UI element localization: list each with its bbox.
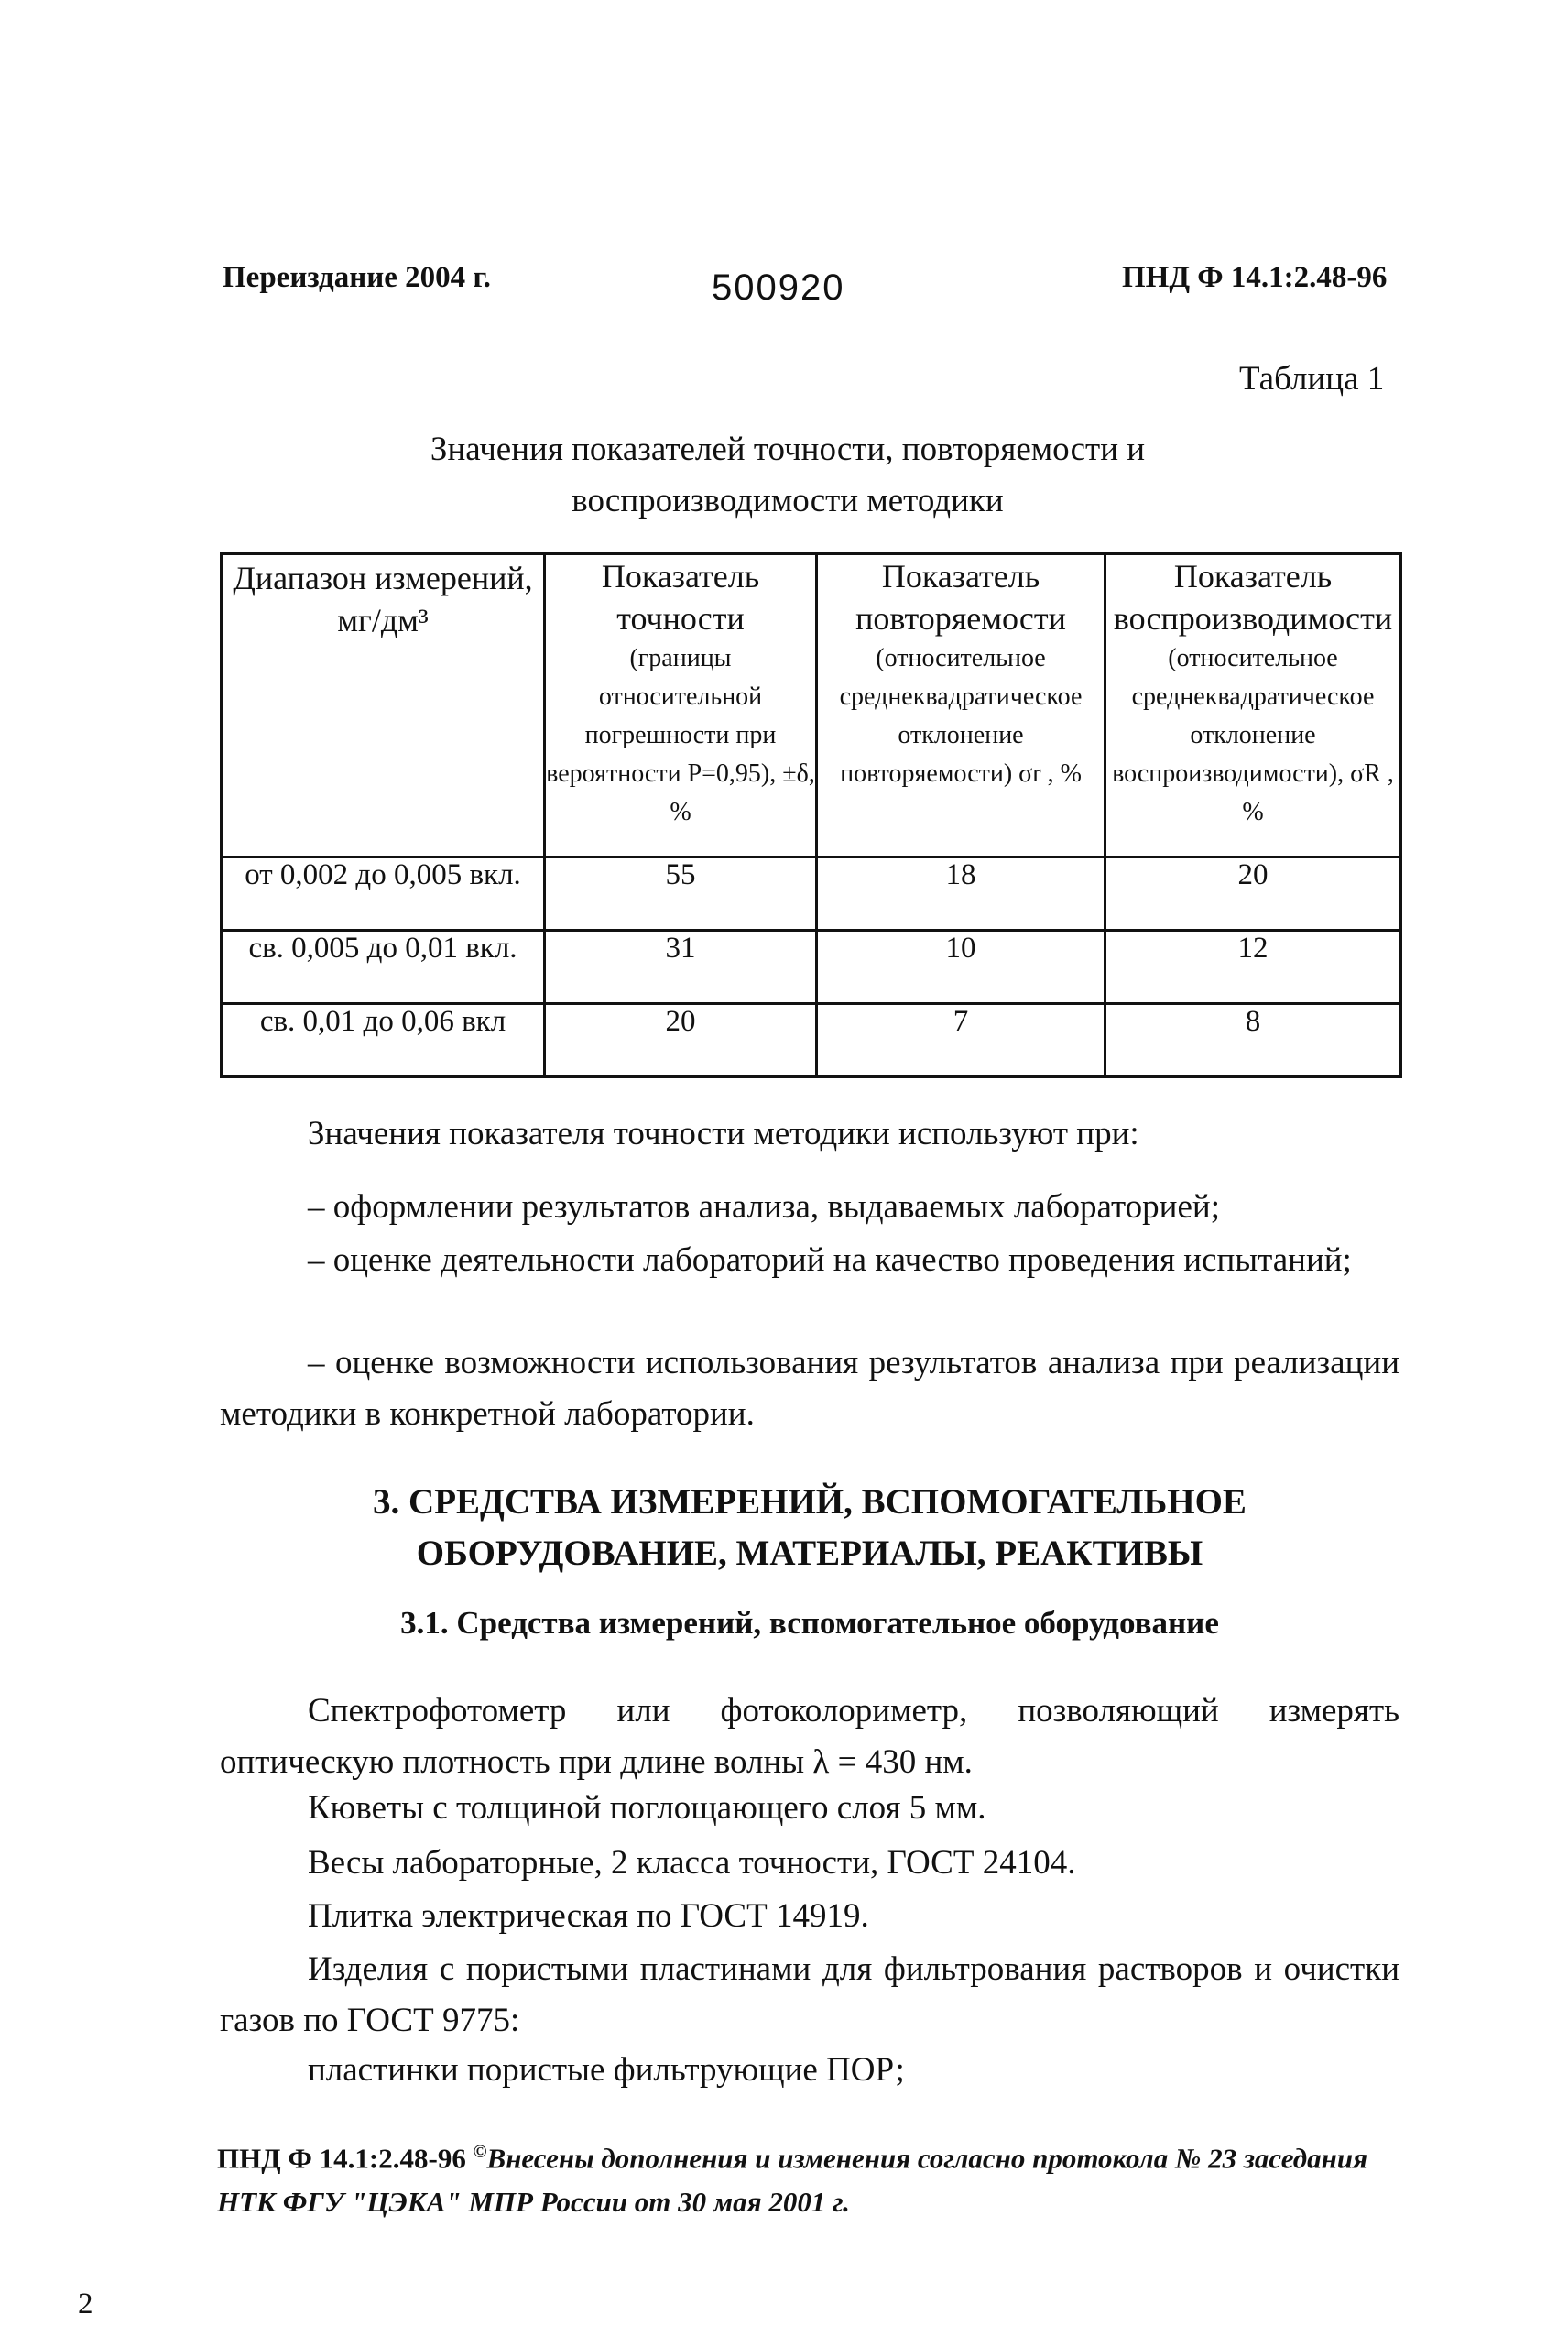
equipment-item: Весы лабораторные, 2 класса точности, ГОСТ 24104. [308, 1844, 1076, 1882]
usage-item: – оформлении результатов анализа, выдаваемых лабораторией; [308, 1188, 1220, 1226]
equipment-item: Плитка электрическая по ГОСТ 14919. [308, 1897, 869, 1935]
cell-accuracy: 20 [545, 1004, 817, 1077]
cell-reproducibility: 8 [1105, 1004, 1401, 1077]
cell-range: св. 0,01 до 0,06 вкл [222, 1004, 545, 1077]
equipment-item: Изделия с пористыми пластинами для фильтрования растворов и очистки газов по ГОСТ 9775: [220, 1950, 1399, 2039]
footer-note [217, 2130, 1408, 2224]
equipment-item: Кюветы с толщиной поглощающего слоя 5 мм. [308, 1789, 986, 1827]
header-range-title: Диапазон измерений, мг/дм³ [233, 560, 533, 639]
header-reproducibility-note: (относительное среднеквадратическое отклонение воспроизводимости), σR , % [1112, 644, 1394, 826]
header-repeatability-title: Показатель повторяемости [855, 558, 1066, 637]
header-repeatability [817, 554, 1105, 857]
header-range [222, 554, 545, 857]
document-number: 500920 [712, 267, 845, 308]
cell-range: от 0,002 до 0,005 вкл. [222, 857, 545, 931]
equipment-item: пластинки пористые фильтрующие ПОР; [308, 2051, 905, 2089]
footer-text: Внесены дополнения и изменения согласно протокола № 23 заседания НТК ФГУ "ЦЭКА" МПР России от 30 мая 2001 г. [217, 2142, 1368, 2219]
table-label: Таблица 1 [1239, 360, 1385, 398]
table-row [222, 931, 1401, 1004]
cell-accuracy: 55 [545, 857, 817, 931]
cell-reproducibility: 12 [1105, 931, 1401, 1004]
section-title-line2: ОБОРУДОВАНИЕ, МАТЕРИАЛЫ, РЕАКТИВЫ [416, 1534, 1203, 1573]
section-title-line1: 3. СРЕДСТВА ИЗМЕРЕНИЙ, ВСПОМОГАТЕЛЬНОЕ [373, 1482, 1247, 1522]
table-row [222, 1004, 1401, 1077]
header-reproducibility-title: Показатель воспроизводимости [1113, 558, 1393, 637]
usage-item: – оценке деятельности лабораторий на качество проведения испытаний; [308, 1241, 1352, 1279]
reissue-note: Переиздание 2004 г. [223, 261, 491, 294]
equipment-item: Спектрофотометр или фотоколориметр, позволяющий измерять оптическую плотность при длине волны λ = 430 нм. [220, 1692, 1399, 1781]
usage-intro: Значения показателя точности методики используют при: [308, 1115, 1139, 1152]
header-repeatability-note: (относительное среднеквадратическое отклонение повторяемости) σr , % [839, 644, 1083, 788]
document-code: ПНД Ф 14.1:2.48-96 [1122, 261, 1388, 294]
usage-item: – оценке возможности использования результатов анализа при реализации методики в конкретной лаборатории. [220, 1344, 1399, 1433]
page-number: 2 [78, 2287, 93, 2320]
cell-repeatability: 7 [817, 1004, 1105, 1077]
cell-repeatability: 10 [817, 931, 1105, 1004]
table-row [222, 857, 1401, 931]
cell-reproducibility: 20 [1105, 857, 1401, 931]
cell-accuracy: 31 [545, 931, 817, 1004]
cell-range: св. 0,005 до 0,01 вкл. [222, 931, 545, 1004]
header-accuracy [545, 554, 817, 857]
table-header-row [222, 554, 1401, 857]
footer-code: ПНД Ф 14.1:2.48-96 [217, 2142, 466, 2175]
table-caption-line2: воспроизводимости методики [572, 482, 1004, 519]
subsection-title: 3.1. Средства измерений, вспомогательное оборудование [400, 1605, 1219, 1641]
header-accuracy-note: (границы относительной погрешности при вероятности Р=0,95), ±δ, % [546, 644, 815, 826]
header-accuracy-title: Показатель точности [601, 558, 760, 637]
accuracy-table [220, 552, 1402, 1078]
footer-mark: © [473, 2142, 487, 2162]
cell-repeatability: 18 [817, 857, 1105, 931]
table-caption-line1: Значения показателей точности, повторяемости и [430, 431, 1146, 468]
header-reproducibility [1105, 554, 1401, 857]
